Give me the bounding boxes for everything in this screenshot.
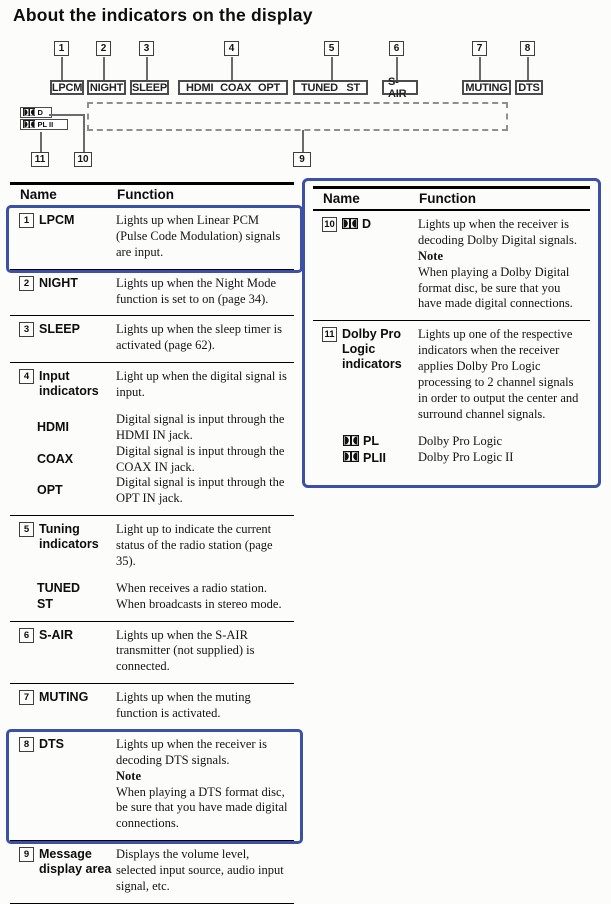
sub-name-label: PL xyxy=(363,434,379,448)
callout-line xyxy=(61,57,63,80)
function-text: Lights up when the S-AIR transmitter (not supplied) is connected. xyxy=(116,627,255,674)
display-dolby-label: D xyxy=(37,108,43,117)
display-dolby-label: PL II xyxy=(37,120,54,129)
row-name-label: Input indicators xyxy=(39,369,99,398)
function-text: Lights up when Linear PCM (Pulse Code Modulation) signals are input. xyxy=(116,213,281,259)
sub-name xyxy=(19,581,116,613)
indicator-word: LPCM xyxy=(51,81,83,94)
row-number-badge: 8 xyxy=(19,737,34,752)
indicator-dts xyxy=(515,80,543,95)
callout-3: 3 xyxy=(139,41,154,56)
connector-line xyxy=(40,132,42,152)
callout-10: 10 xyxy=(74,152,92,167)
connector-line xyxy=(83,114,85,152)
row-number-badge: 4 xyxy=(19,369,34,384)
sub-function-line: When receives a radio station. xyxy=(116,580,267,595)
sub-name-line: TUNED xyxy=(37,580,81,595)
indicator-word: COAX xyxy=(220,81,252,94)
table-row-5 xyxy=(10,515,294,620)
table-row-8 xyxy=(10,730,294,840)
row-main xyxy=(19,737,294,832)
sub-function-text: Digital signal is input through the COAX IN jack. xyxy=(116,443,285,474)
row-name xyxy=(19,737,116,832)
indicator-word: SLEEP xyxy=(131,81,168,94)
indicator-word: DTS xyxy=(518,81,540,94)
sub-name xyxy=(19,475,116,507)
sub-indicator-row xyxy=(19,444,294,476)
callout-4: 4 xyxy=(224,41,239,56)
sub-function xyxy=(116,475,294,507)
row-name-label: Message display area xyxy=(39,847,112,876)
function-text: Displays the volume level, selected input source, audio input signal, etc. xyxy=(116,847,284,893)
row-main xyxy=(19,847,294,895)
function-text: Light up when the digital signal is input. xyxy=(116,369,287,399)
row-function xyxy=(116,322,294,354)
sub-function xyxy=(418,434,590,451)
sub-function xyxy=(418,450,590,467)
sub-name-label: PLII xyxy=(363,450,386,465)
table-row-3 xyxy=(10,315,294,362)
row-name-label: Tuning indicators xyxy=(39,522,99,551)
row-name xyxy=(19,628,116,676)
callout-2: 2 xyxy=(96,41,111,56)
sub-function-text: Dolby Pro Logic xyxy=(418,433,503,448)
header-function: Function xyxy=(117,187,174,202)
table-row-11 xyxy=(313,320,590,475)
table-row-6 xyxy=(10,621,294,684)
callout-8: 8 xyxy=(520,41,535,56)
callout-line xyxy=(331,57,333,80)
sub-indicator-row xyxy=(322,450,590,467)
sub-function-text: Dolby Pro Logic II xyxy=(418,450,514,465)
row-function xyxy=(418,217,590,312)
note-label: Note xyxy=(418,248,443,263)
row-number-badge: 11 xyxy=(322,327,337,342)
dolby-double-d-icon xyxy=(343,451,359,467)
callout-9: 9 xyxy=(293,152,311,167)
row-name xyxy=(19,213,116,261)
table-row-10 xyxy=(313,211,590,320)
table-header xyxy=(313,186,590,211)
row-number-badge: 9 xyxy=(19,847,34,862)
row-function xyxy=(418,327,590,422)
indicator-muting xyxy=(462,80,511,95)
row-name-label: MUTING xyxy=(39,690,89,705)
callout-line xyxy=(231,57,233,80)
table-row-4 xyxy=(10,362,294,515)
header-name: Name xyxy=(20,187,57,202)
sub-name xyxy=(322,434,418,451)
sub-indicator-row xyxy=(19,581,294,613)
sub-indicator-row xyxy=(322,434,590,451)
dolby-double-d-icon xyxy=(342,218,358,233)
callout-line xyxy=(103,57,105,80)
row-function xyxy=(116,276,294,308)
indicator-word: NIGHT xyxy=(89,81,124,94)
callout-11: 11 xyxy=(31,152,49,167)
row-name xyxy=(19,690,116,722)
indicator-sleep xyxy=(130,80,169,95)
indicator-word: HDMI xyxy=(186,81,214,94)
connector-line xyxy=(49,114,84,116)
display-indicator-diagram xyxy=(0,30,611,180)
indicator-word: TUNED xyxy=(301,81,338,94)
sub-name-label: COAX xyxy=(37,451,74,466)
row-function xyxy=(116,522,294,570)
indicator-word: OPT xyxy=(257,81,280,94)
row-name-label: D xyxy=(362,217,372,231)
row-number-badge: 2 xyxy=(19,276,34,291)
row-main xyxy=(19,322,294,354)
sub-name xyxy=(19,412,116,444)
function-text: Light up to indicate the current status of the radio station (page 35). xyxy=(116,522,273,568)
row-function xyxy=(116,847,294,895)
content-columns xyxy=(0,182,611,893)
row-number-badge: 5 xyxy=(19,522,34,537)
callout-6: 6 xyxy=(389,41,404,56)
sub-function-line: When broadcasts in stereo mode. xyxy=(116,596,282,611)
indicator-word: S-AIR xyxy=(388,75,407,100)
sub-name xyxy=(322,450,418,467)
row-number-badge: 10 xyxy=(322,217,337,232)
row-main xyxy=(19,213,294,261)
indicator-s-air xyxy=(382,75,418,100)
sub-name-line: ST xyxy=(37,596,53,611)
row-name xyxy=(322,217,418,312)
callout-line xyxy=(527,57,529,80)
table-row-9 xyxy=(10,840,294,903)
note-label: Note xyxy=(116,768,141,783)
indicator-inputs xyxy=(178,80,288,95)
row-name-label: Dolby Pro Logic indicators xyxy=(342,327,402,371)
row-name-label: DTS xyxy=(39,736,64,751)
row-name xyxy=(19,847,116,895)
dolby-double-d-icon xyxy=(23,120,35,131)
row-function xyxy=(116,690,294,722)
callout-7: 7 xyxy=(472,41,487,56)
function-text: Lights up when the receiver is decoding DTS signals. xyxy=(116,736,267,767)
dolby-double-d-icon xyxy=(343,435,359,451)
row-main xyxy=(19,276,294,308)
right-indicator-table-highlight-box xyxy=(302,178,601,488)
sub-function xyxy=(116,412,294,444)
sub-name-label: HDMI xyxy=(37,419,69,434)
row-number-badge: 1 xyxy=(19,213,34,228)
row-function xyxy=(116,213,294,261)
row-function xyxy=(116,628,294,676)
table-row-1 xyxy=(10,207,294,269)
function-text: Lights up when the sleep timer is activated (page 62). xyxy=(116,322,282,353)
header-function: Function xyxy=(419,191,476,206)
indicator-word: ST xyxy=(346,81,360,94)
dolby-double-d-icon xyxy=(23,108,35,119)
row-function xyxy=(116,369,294,401)
message-display-area-outline xyxy=(87,102,508,131)
row-name-label: LPCM xyxy=(39,213,75,227)
table-row-2 xyxy=(10,269,294,316)
sub-function-text: Digital signal is input through the HDMI IN jack. xyxy=(116,411,285,442)
display-dolby-row xyxy=(20,119,68,130)
sub-indicator-row xyxy=(19,412,294,444)
row-main xyxy=(19,690,294,722)
row-main xyxy=(19,522,294,570)
table-header xyxy=(10,182,294,207)
row-name-label: S-AIR xyxy=(39,627,74,642)
function-text: Lights up when the receiver is decoding Dolby Digital signals. xyxy=(418,217,578,247)
sub-function-text: Digital signal is input through the OPT IN jack. xyxy=(116,475,285,506)
connector-line xyxy=(302,130,304,152)
indicator-night xyxy=(87,80,126,95)
callout-line xyxy=(146,57,148,80)
row-name xyxy=(19,276,116,308)
header-name: Name xyxy=(323,191,360,206)
display-dolby-row xyxy=(20,107,52,118)
callout-1: 1 xyxy=(54,41,69,56)
callout-5: 5 xyxy=(324,41,339,56)
row-name xyxy=(19,322,116,354)
row-main xyxy=(19,369,294,401)
left-indicator-table xyxy=(10,182,294,904)
row-main xyxy=(322,217,590,312)
row-main xyxy=(322,327,590,422)
row-name xyxy=(19,522,116,570)
row-function xyxy=(116,737,294,832)
row-number-badge: 3 xyxy=(19,322,34,337)
sub-name xyxy=(19,444,116,476)
indicator-lpcm xyxy=(50,80,84,95)
row-name xyxy=(19,369,116,401)
indicator-word: MUTING xyxy=(465,81,508,94)
note-text: When playing a Dolby Digital format disc, be sure that you have made digital connections. xyxy=(418,264,573,311)
row-name-label: SLEEP xyxy=(39,322,80,337)
sub-name-label: OPT xyxy=(37,483,63,498)
function-text: Lights up when the muting function is activated. xyxy=(116,690,251,720)
indicator-tuning xyxy=(293,80,368,95)
sub-function xyxy=(116,444,294,476)
function-text: Lights up when the Night Mode function is set to on (page 34). xyxy=(116,275,277,306)
sub-indicator-row xyxy=(19,475,294,507)
callout-line xyxy=(479,57,481,80)
row-name-label: NIGHT xyxy=(39,275,78,290)
function-text: Lights up one of the respective indicators when the receiver applies Dolby Pro Logic processing to 2 channel signals in order to output the center and surround channel signals. xyxy=(418,327,579,421)
note-text: When playing a DTS format disc, be sure that you have made digital connections. xyxy=(116,784,288,831)
page-title: About the indicators on the display xyxy=(13,5,313,25)
table-row-7 xyxy=(10,683,294,730)
sub-function xyxy=(116,581,294,613)
row-main xyxy=(19,628,294,676)
row-name xyxy=(322,327,418,422)
row-number-badge: 6 xyxy=(19,628,34,643)
row-number-badge: 7 xyxy=(19,690,34,705)
